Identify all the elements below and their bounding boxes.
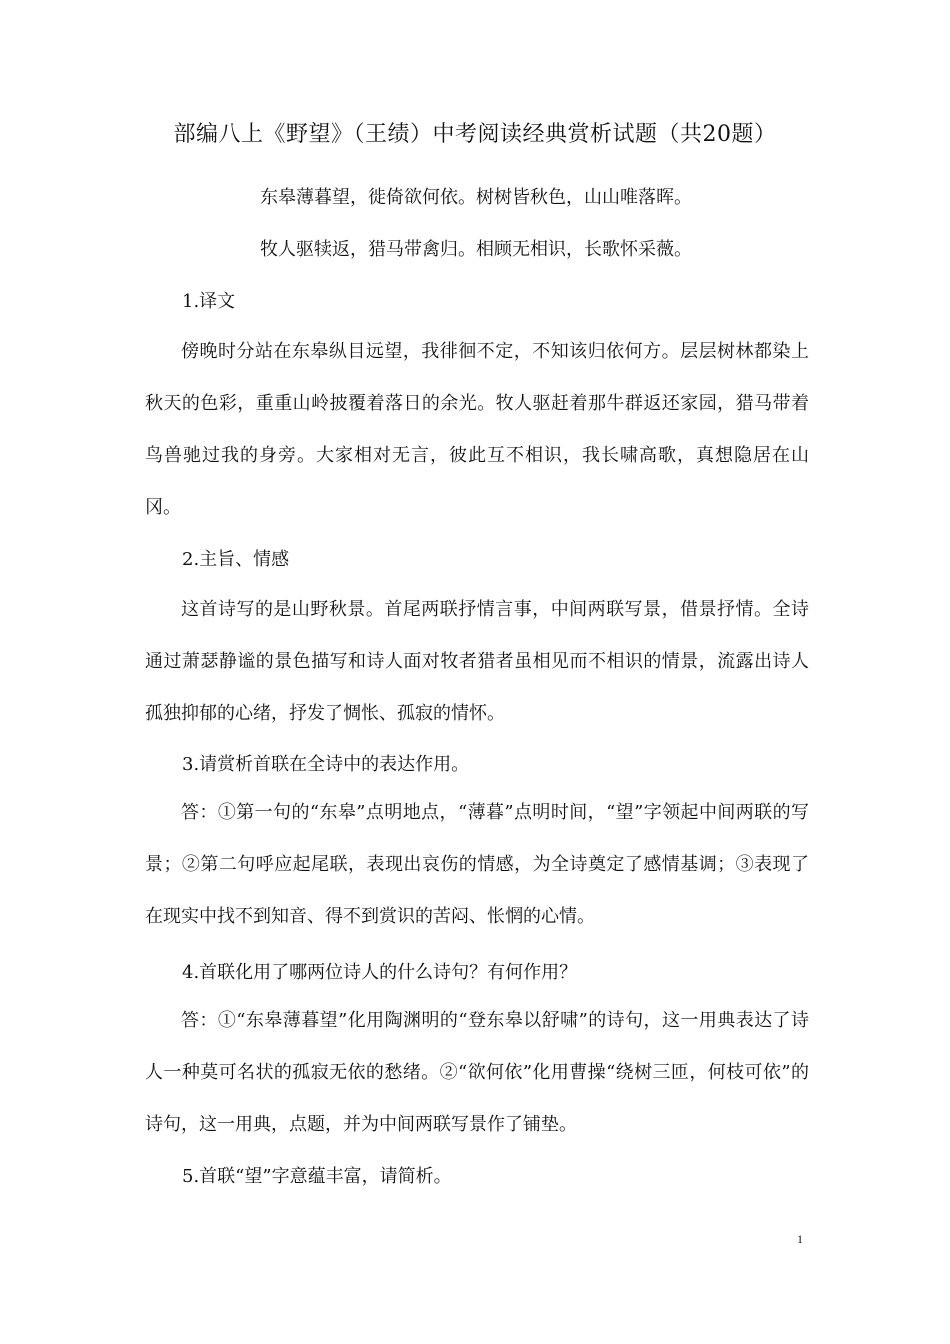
question-4-heading: 4.首联化用了哪两位诗人的什么诗句？有何作用？ xyxy=(182,962,578,983)
document-title: 部编八上《野望》（王绩）中考阅读经典赏析试题（共20题） xyxy=(173,122,777,147)
section-heading-translation: 1.译文 xyxy=(182,291,236,312)
page-number: 1 xyxy=(797,1232,803,1246)
poem-line-2: 牧人驱犊返，猎马带禽归。相顾无相识，长歌怀采薇。 xyxy=(260,239,692,260)
poem-line-1: 东皋薄暮望，徙倚欲何依。树树皆秋色，山山唯落晖。 xyxy=(260,187,692,208)
question-4-answer: 答：①“东皋薄暮望”化用陶渊明的“登东皋以舒啸”的诗句，这一用典表达了诗人一种莫可名状的孤寂无依的愁绪。②“欲何依”化用曹操“绕树三匝，何枝可依”的诗句，这一用典，点题，并为中间两联写景作了铺垫。 xyxy=(145,1010,809,1135)
section-body-translation: 傍晚时分站在东皋纵目远望，我徘徊不定，不知该归依何方。层层树林都染上秋天的色彩，重重山岭披覆着落日的余光。牧人驱赶着那牛群返还家园，猎马带着鸟兽驰过我的身旁。大家相对无言，彼此互不相识，我长啸高歌，真想隐居在山冈。 xyxy=(145,341,809,518)
question-3-heading: 3.请赏析首联在全诗中的表达作用。 xyxy=(182,754,470,775)
question-3-answer: 答：①第一句的“东皋”点明地点，“薄暮”点明时间，“望”字领起中间两联的写景；②第二句呼应起尾联，表现出哀伤的情感，为全诗奠定了感情基调；③表现了在现实中找不到知音、得不到赏识的苦闷、怅惘的心情。 xyxy=(145,802,809,927)
section-heading-theme: 2.主旨、情感 xyxy=(182,549,290,570)
question-5-heading: 5.首联“望”字意蕴丰富，请简析。 xyxy=(182,1166,452,1187)
section-body-theme: 这首诗写的是山野秋景。首尾两联抒情言事，中间两联写景，借景抒情。全诗通过萧瑟静谧的景色描写和诗人面对牧者猎者虽相见而不相识的情景，流露出诗人孤独抑郁的心绪，抒发了惆怅、孤寂的情怀。 xyxy=(145,599,809,724)
